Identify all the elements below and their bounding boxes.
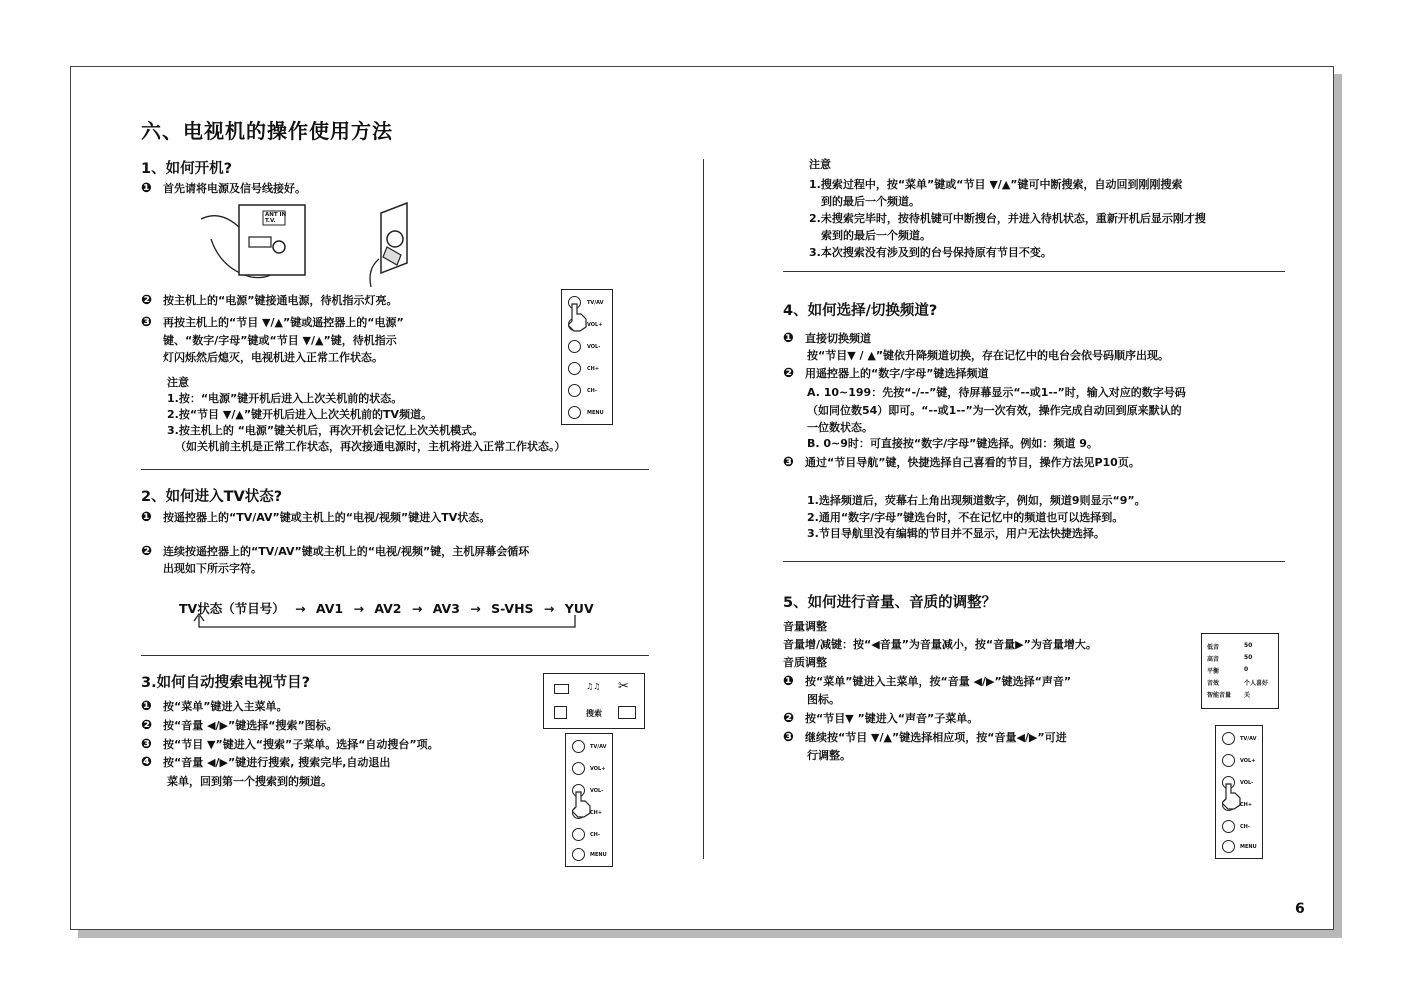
divider xyxy=(783,271,1285,272)
s5-step1: ❶ 按“菜单”键进入主菜单，按“音量 ◀/▶”键选择“声音” xyxy=(783,674,1072,689)
panel-button xyxy=(572,848,585,861)
panel-button xyxy=(568,384,581,397)
s4-step2-a3: 一位数状态。 xyxy=(807,421,873,434)
s5-vol-text: 音量增/减键：按“◀音量”为音量减小，按“音量▶”为音量增大。 xyxy=(783,638,1097,651)
s4-note1: 1.选择频道后，荧幕右上角出现频道数字，例如，频道9则显示“9”。 xyxy=(807,494,1146,507)
s1-note3: 3.按主机上的 “电源”键关机后，再次开机会记忆上次关机模式。 xyxy=(167,424,484,437)
panel-button xyxy=(1222,820,1235,833)
s1-step2: ❷ 按主机上的“电源”键接通电源，待机指示灯亮。 xyxy=(141,293,398,308)
divider xyxy=(783,561,1285,562)
panel-button xyxy=(572,828,585,841)
s4-step2-a2: （如同位数54）即可。“--或1--”为一次有效，操作完成自动回到原来默认的 xyxy=(807,404,1182,417)
panel-button xyxy=(568,406,581,419)
panel-button xyxy=(568,362,581,375)
menu-icon-panel xyxy=(543,673,645,729)
s4-step2-a1: A. 10~199：先按“-/--”键，待屏幕显示“--或1--”时，输入对应的数字号码 xyxy=(807,386,1186,399)
pointing-hand-icon xyxy=(572,790,592,818)
section-1-heading: 1、如何开机? xyxy=(141,161,232,177)
control-panel-1: TV/AV VOL+ VOL- CH+ CH- MENU xyxy=(561,289,613,425)
s3-step1: ❶ 按“菜单”键进入主菜单。 xyxy=(141,699,288,714)
panel-button xyxy=(572,740,585,753)
s5-tone-title: 音质调整 xyxy=(783,656,827,669)
s4-note3: 3.节目导航里没有编辑的节目并不显示，用户无法快捷选择。 xyxy=(807,527,1105,540)
s4-step1-title: ❶ 直接切换频道 xyxy=(783,331,871,346)
s3-step2: ❷ 按“音量 ◀/▶”键选择“搜索”图标。 xyxy=(141,718,338,733)
section-2-heading: 2、如何进入TV状态? xyxy=(141,489,283,505)
s4-step2-title: ❷ 用遥控器上的“数字/字母”键选择频道 xyxy=(783,366,989,381)
search-menu-label: 搜索 xyxy=(586,709,602,718)
page-number: 6 xyxy=(1295,901,1305,917)
s2-step2-line2: 出现如下所示字符。 xyxy=(163,562,262,575)
tv-icon xyxy=(618,706,636,719)
divider xyxy=(141,469,649,470)
panel-button xyxy=(1222,754,1235,767)
right-note-title: 注意 xyxy=(809,158,831,171)
s4-step2-b: B. 0~9时：可直接按“数字/字母”键选择。例如：频道 9。 xyxy=(807,437,1098,450)
panel-button xyxy=(568,340,581,353)
s2-step1: ❶ 按遥控器上的“TV/AV”键或主机上的“电视/视频”键进入TV状态。 xyxy=(141,510,491,525)
section-4-heading: 4、如何选择/切换频道? xyxy=(783,303,938,319)
s5-vol-title: 音量调整 xyxy=(783,620,827,633)
flow-tv: TV状态（节目号） xyxy=(179,601,285,616)
right-note-2-line2: 索到的最后一个频道。 xyxy=(821,229,931,242)
flow-av1: AV1 xyxy=(315,601,344,616)
right-note-3: 3.本次搜索没有涉及到的台号保持原有节目不变。 xyxy=(809,246,1052,259)
pointing-hand-icon xyxy=(1222,782,1242,810)
s2-step2: ❷ 连续按遥控器上的“TV/AV”键或主机上的“电视/视频”键，主机屏幕会循环 xyxy=(141,544,530,559)
pointing-hand-icon xyxy=(568,302,590,332)
s5-step1-line2: 图标。 xyxy=(807,693,840,706)
picture-icon xyxy=(554,684,569,694)
panel-button xyxy=(1222,840,1235,853)
s5-step3-line2: 行调整。 xyxy=(807,749,851,762)
section-5-heading: 5、如何进行音量、音质的调整？ xyxy=(783,595,997,611)
s1-note2: 2.按“节目 ▼/▲”键开机后进入上次关机前的TV频道。 xyxy=(167,408,433,421)
s5-step3: ❸ 继续按“节目 ▼/▲”键选择相应项，按“音量◀/▶”可进 xyxy=(783,730,1067,745)
control-panel-2: TV/AV VOL+ VOL- CH+ CH- MENU xyxy=(565,733,613,867)
s4-step3: ❸ 通过“节目导航”键，快捷选择自己喜看的节目，操作方法见P10页。 xyxy=(783,455,1140,470)
column-divider xyxy=(703,159,704,859)
s1-step1: ❶ 首先请将电源及信号线接好。 xyxy=(141,181,306,196)
s5-step2: ❷ 按“节目▼ ”键进入“声音”子菜单。 xyxy=(783,711,979,726)
right-note-1-line2: 到的最后一个频道。 xyxy=(821,195,920,208)
flow-yuv: YUV xyxy=(564,601,594,616)
s3-step3: ❸ 按“节目 ▼”键进入“搜索”子菜单。选择“自动搜台”项。 xyxy=(141,737,439,752)
panel-button xyxy=(572,762,585,775)
s3-step4: ❹ 按“音量 ◀/▶”键进行搜索, 搜索完毕,自动退出 xyxy=(141,755,391,770)
s3-step4-line2: 菜单，回到第一个搜索到的频道。 xyxy=(167,775,332,788)
s1-note-title: 注意 xyxy=(167,376,189,389)
flow-return-line xyxy=(191,613,581,633)
flow-av2: AV2 xyxy=(374,601,402,616)
control-panel-3: TV/AV VOL+ VOL- CH+ CH- MENU xyxy=(1215,725,1263,859)
s4-note2: 2.通用“数字/字母”键选台时，不在记忆中的频道也可以选择到。 xyxy=(807,511,1124,524)
flow-av3: AV3 xyxy=(432,601,460,616)
right-note-2: 2.未搜索完毕时，按待机键可中断搜台，并进入待机状态，重新开机后显示刚才搜 xyxy=(809,212,1206,225)
panel-button xyxy=(1222,732,1235,745)
s1-note1: 1.按：“电源”键开机后进入上次关机前的状态。 xyxy=(167,392,403,405)
s1-step3-line3: 灯闪烁然后熄灭，电视机进入正常工作状态。 xyxy=(163,351,383,364)
signal-flow: TV状态（节目号） → AV1 → AV2 → AV3 → S-VHS → YUV xyxy=(179,601,594,616)
flow-svhs: S-VHS xyxy=(491,601,534,616)
ant-in-label: ANT IN T.V. xyxy=(265,212,287,224)
section-3-heading: 3.如何自动搜索电视节目? xyxy=(141,675,311,691)
channel-icon xyxy=(554,706,567,719)
manual-page xyxy=(70,66,1334,930)
right-note-1: 1.搜索过程中，按“菜单”键或“节目 ▼/▲”键可中断搜索，自动回到刚刚搜索 xyxy=(809,178,1183,191)
s4-step1-text: 按“节目▼ / ▲”键依升降频道切换，存在记忆中的电台会依号码顺序出现。 xyxy=(807,349,1170,362)
s1-note4: （如关机前主机是正常工作状态，再次接通电源时，主机将进入正常工作状态。） xyxy=(175,440,566,453)
sound-osd-menu: 低音 50 高音 50 平衡 0 音效 个人喜好 智能音量 关 xyxy=(1201,633,1279,709)
s1-step3: ❸ 再按主机上的“节目 ▼/▲”键或遥控器上的“电源” xyxy=(141,315,404,330)
sound-icon: ♫♫ xyxy=(586,682,601,691)
connection-illustration xyxy=(191,199,431,289)
tools-icon: ✂ xyxy=(618,679,629,694)
page-title: 六、电视机的操作使用方法 xyxy=(141,119,393,143)
divider xyxy=(141,655,649,656)
s1-step3-line2: 键、“数字/字母”键或“节目 ▼/▲”键，待机指示 xyxy=(163,334,397,347)
